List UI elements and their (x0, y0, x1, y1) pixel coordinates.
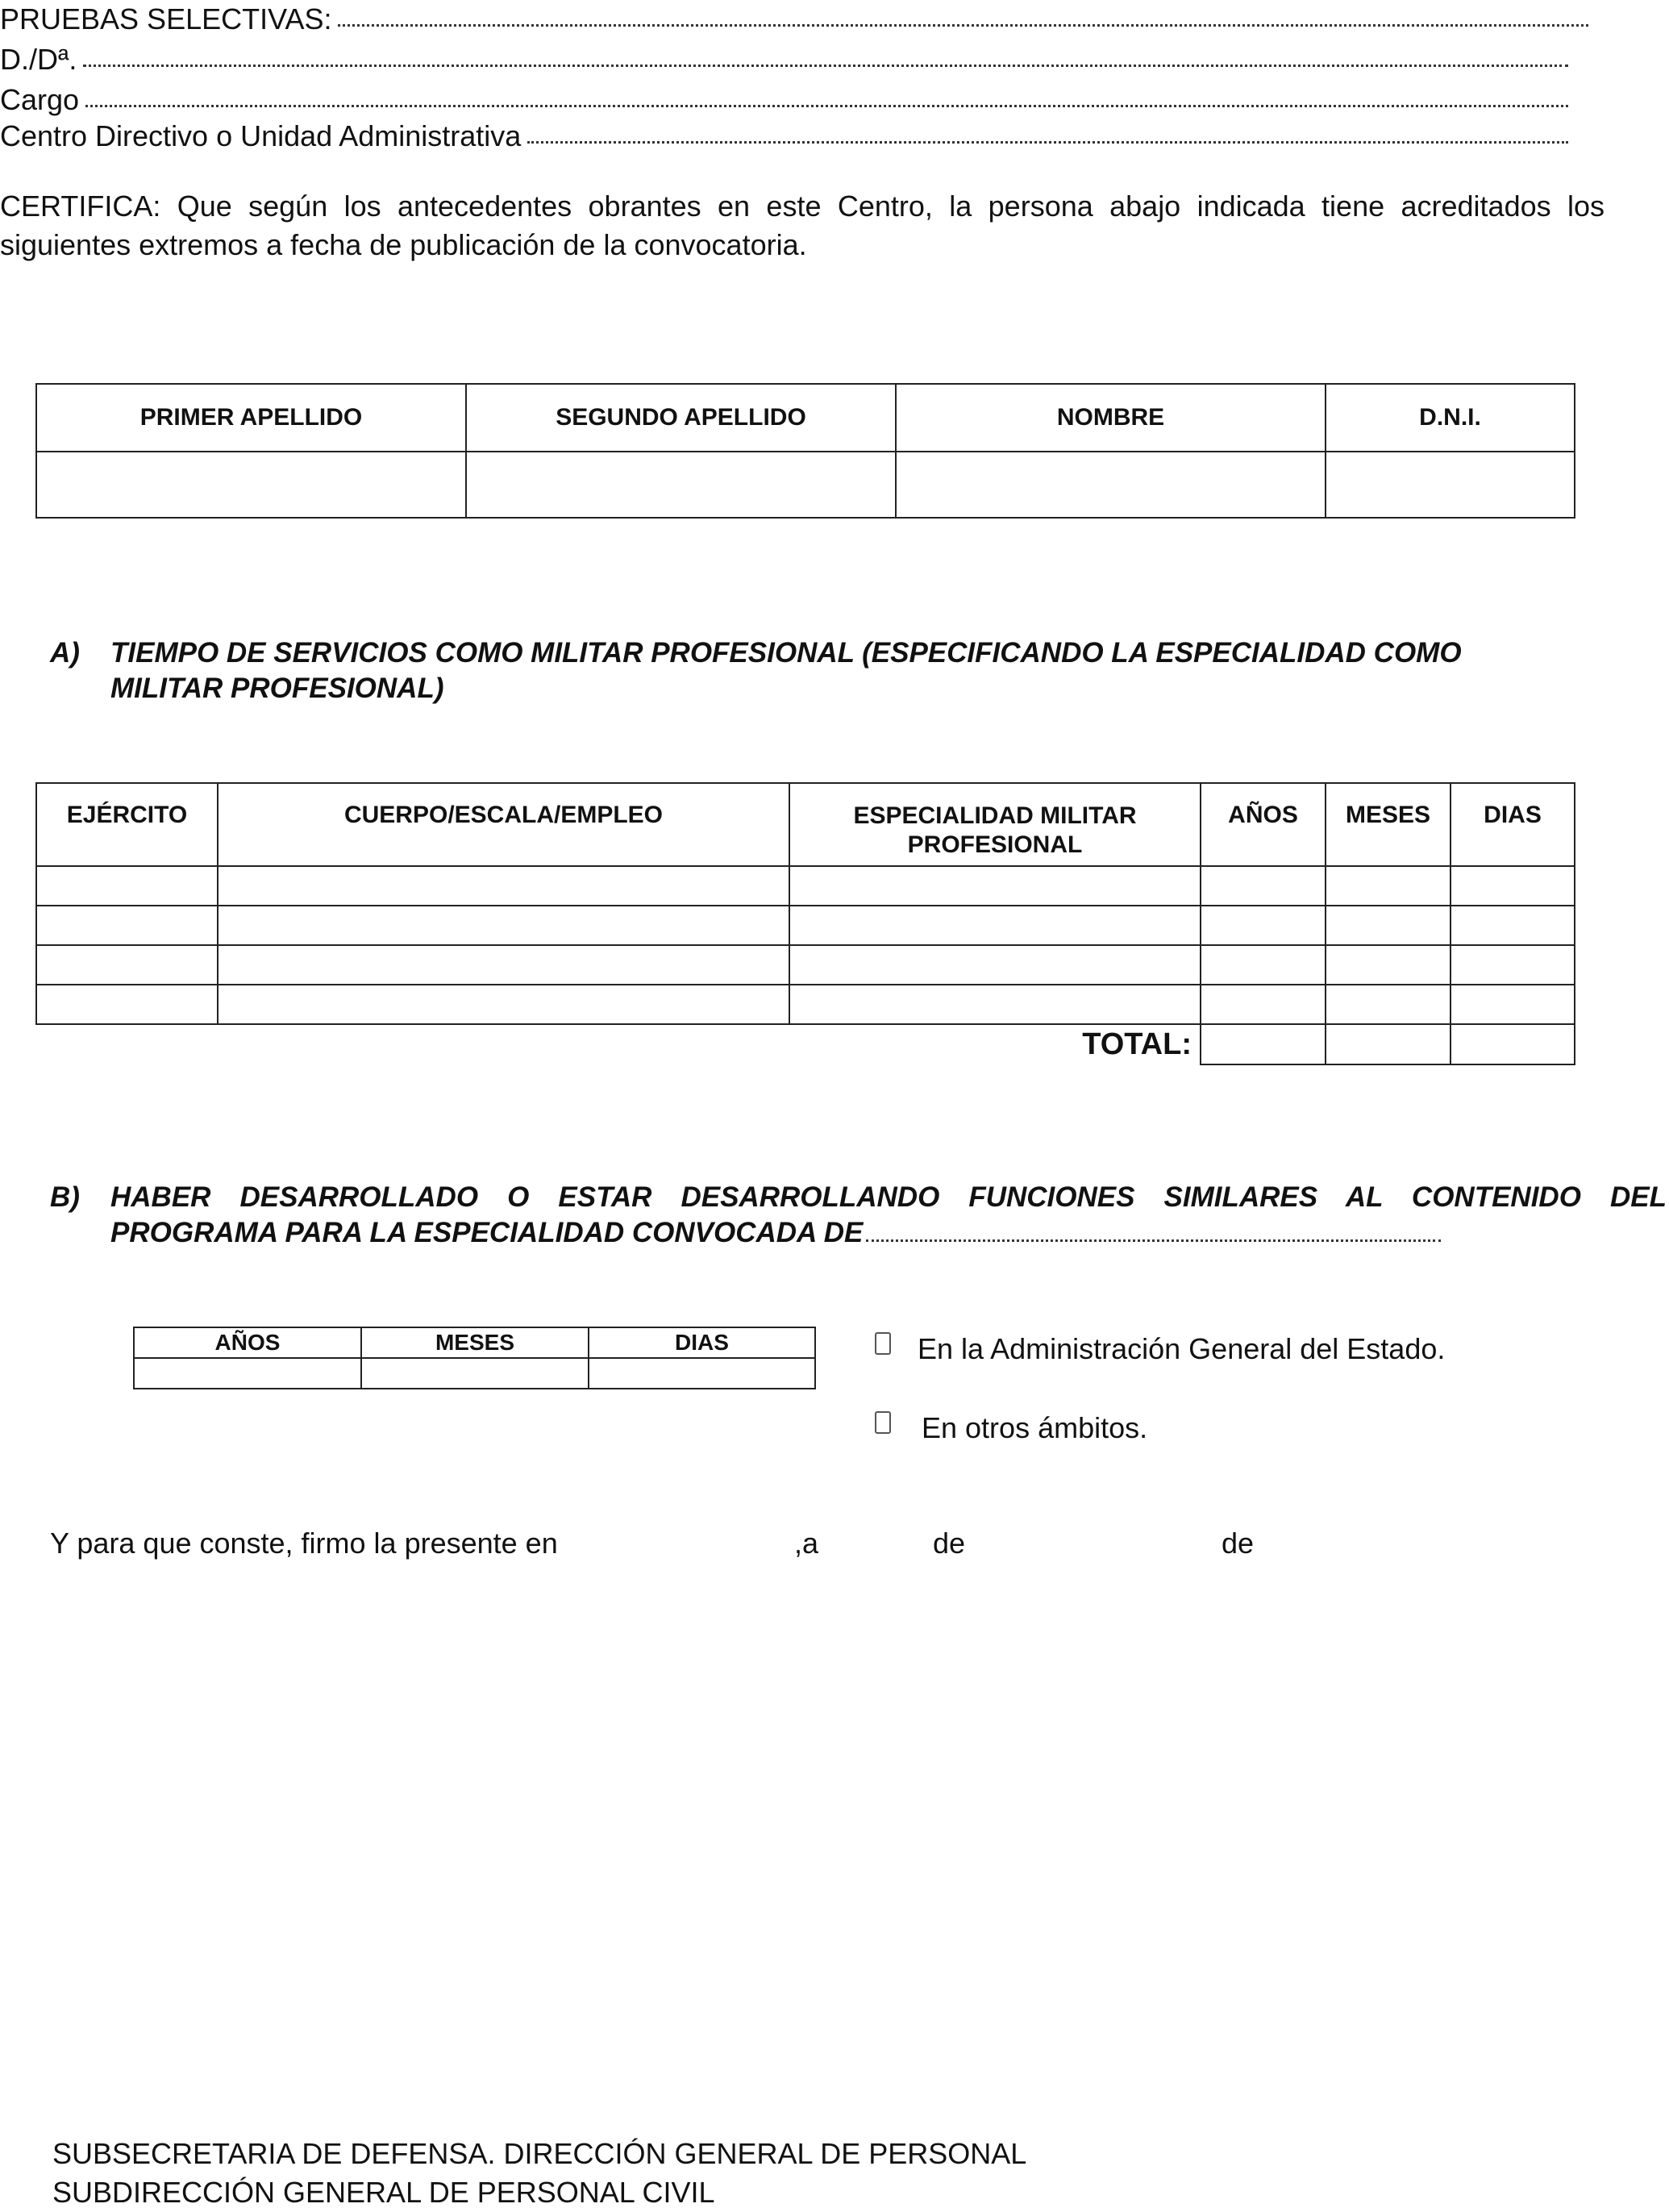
total-row (36, 1024, 1575, 1064)
header-dias: DIAS (589, 1327, 815, 1358)
table-cell[interactable] (1450, 985, 1575, 1024)
table-cell[interactable] (1201, 906, 1326, 945)
table-cell[interactable] (789, 985, 1201, 1024)
header-ejercito: EJÉRCITO (36, 783, 218, 866)
checkbox-otros-ambitos[interactable] (875, 1411, 894, 1450)
total-dias-cell[interactable] (1450, 1024, 1575, 1064)
table-row (36, 866, 1575, 906)
dotted-leader (85, 81, 1568, 107)
header-nombre: NOMBRE (896, 384, 1326, 452)
table-cell[interactable] (218, 906, 789, 945)
person-table (35, 383, 1575, 519)
table-cell[interactable] (789, 906, 1201, 945)
field-label: D./Dª. (0, 43, 77, 76)
table-cell[interactable] (36, 866, 218, 906)
header-dni: D.N.I. (1326, 384, 1575, 452)
total-label: TOTAL: (36, 1024, 1201, 1064)
header-cuerpo-escala-empleo: CUERPO/ESCALA/EMPLEO (218, 783, 789, 866)
section-a-title-line1: TIEMPO DE SERVICIOS COMO MILITAR PROFESIONAL (ESPECIFICANDO LA ESPECIALIDAD COMO (110, 637, 1462, 669)
table-cell[interactable] (1326, 866, 1450, 906)
dotted-leader (866, 1215, 1441, 1242)
anos-cell[interactable] (134, 1358, 361, 1389)
section-b-letter: B) (50, 1181, 80, 1213)
section-b-title-line2: PROGRAMA PARA LA ESPECIALIDAD CONVOCADA DE (110, 1217, 864, 1248)
meses-cell[interactable] (361, 1358, 589, 1389)
table-cell[interactable] (1326, 906, 1450, 945)
field-label: PRUEBAS SELECTIVAS: (0, 2, 332, 35)
header-anos: AÑOS (134, 1327, 361, 1358)
section-a-letter: A) (50, 637, 80, 669)
section-a-title-line2: MILITAR PROFESIONAL) (110, 673, 444, 704)
table-cell[interactable] (1201, 945, 1326, 985)
section-b-title-line1: HABER DESARROLLADO O ESTAR DESARROLLANDO FUNCIONES SIMILARES AL CONTENIDO DEL (110, 1181, 1667, 1213)
signature-de-1: de (933, 1527, 966, 1560)
header-especialidad-militar: ESPECIALIDAD MILITAR PROFESIONAL (789, 783, 1201, 866)
table-cell[interactable] (1450, 866, 1575, 906)
table-cell[interactable] (1450, 945, 1575, 985)
dotted-leader (338, 0, 1588, 27)
table-cell[interactable] (218, 945, 789, 985)
functions-time-table (133, 1327, 816, 1389)
checkbox-icon (875, 1411, 891, 1434)
header-segundo-apellido: SEGUNDO APELLIDO (466, 384, 896, 452)
cell-segundo-apellido[interactable] (466, 452, 896, 518)
table-cell[interactable] (218, 866, 789, 906)
signature-de-2: de (1222, 1527, 1255, 1560)
field-centro-directivo (0, 117, 1568, 156)
table-cell[interactable] (1326, 945, 1450, 985)
signature-a: ,a (794, 1527, 819, 1560)
signature-text: Y para que conste, firmo la presente en (50, 1527, 558, 1560)
cell-nombre[interactable] (896, 452, 1326, 518)
service-time-table (35, 782, 1575, 1065)
header-meses: MESES (1326, 783, 1450, 866)
option-otros-ambitos-label: En otros ámbitos. (922, 1411, 1148, 1444)
dotted-leader (527, 117, 1568, 144)
section-b-title-line2-wrap (110, 1215, 1441, 1251)
dotted-leader (83, 40, 1568, 67)
table-row (36, 906, 1575, 945)
table-cell[interactable] (218, 985, 789, 1024)
table-cell[interactable] (1201, 866, 1326, 906)
section-b-title (110, 1180, 1669, 1251)
header-primer-apellido: PRIMER APELLIDO (36, 384, 466, 452)
field-pruebas-selectivas (0, 0, 1588, 39)
field-cargo (0, 81, 1568, 119)
header-meses: MESES (361, 1327, 589, 1358)
table-cell[interactable] (36, 985, 218, 1024)
table-cell[interactable] (1201, 985, 1326, 1024)
dias-cell[interactable] (589, 1358, 815, 1389)
header-anos: AÑOS (1201, 783, 1326, 866)
section-a-title (110, 635, 1586, 706)
table-cell[interactable] (36, 945, 218, 985)
table-cell[interactable] (1450, 906, 1575, 945)
certifica-paragraph: CERTIFICA: Que según los antecedentes obrantes en este Centro, la persona abajo indicada tiene acreditados los siguientes extremos a fecha de publicación de la convocatoria. (0, 190, 1604, 261)
field-label: Centro Directivo o Unidad Administrativa (0, 119, 522, 152)
footer-line2: SUBDIRECCIÓN GENERAL DE PERSONAL CIVIL (52, 2176, 715, 2209)
table-cell[interactable] (1326, 985, 1450, 1024)
total-meses-cell[interactable] (1326, 1024, 1450, 1064)
footer-line1: SUBSECRETARIA DE DEFENSA. DIRECCIÓN GENERAL DE PERSONAL (52, 2137, 1027, 2170)
header-dias: DIAS (1450, 783, 1575, 866)
cell-primer-apellido[interactable] (36, 452, 466, 518)
field-label: Cargo (0, 83, 80, 116)
table-row (36, 945, 1575, 985)
table-cell[interactable] (789, 945, 1201, 985)
total-anos-cell[interactable] (1201, 1024, 1326, 1064)
field-don-dona (0, 40, 1568, 79)
table-cell[interactable] (789, 866, 1201, 906)
table-row (36, 985, 1575, 1024)
checkbox-admin-general[interactable] (875, 1332, 894, 1371)
cell-dni[interactable] (1326, 452, 1575, 518)
checkbox-icon (875, 1332, 891, 1355)
option-admin-general-label: En la Administración General del Estado. (918, 1332, 1446, 1365)
table-cell[interactable] (36, 906, 218, 945)
